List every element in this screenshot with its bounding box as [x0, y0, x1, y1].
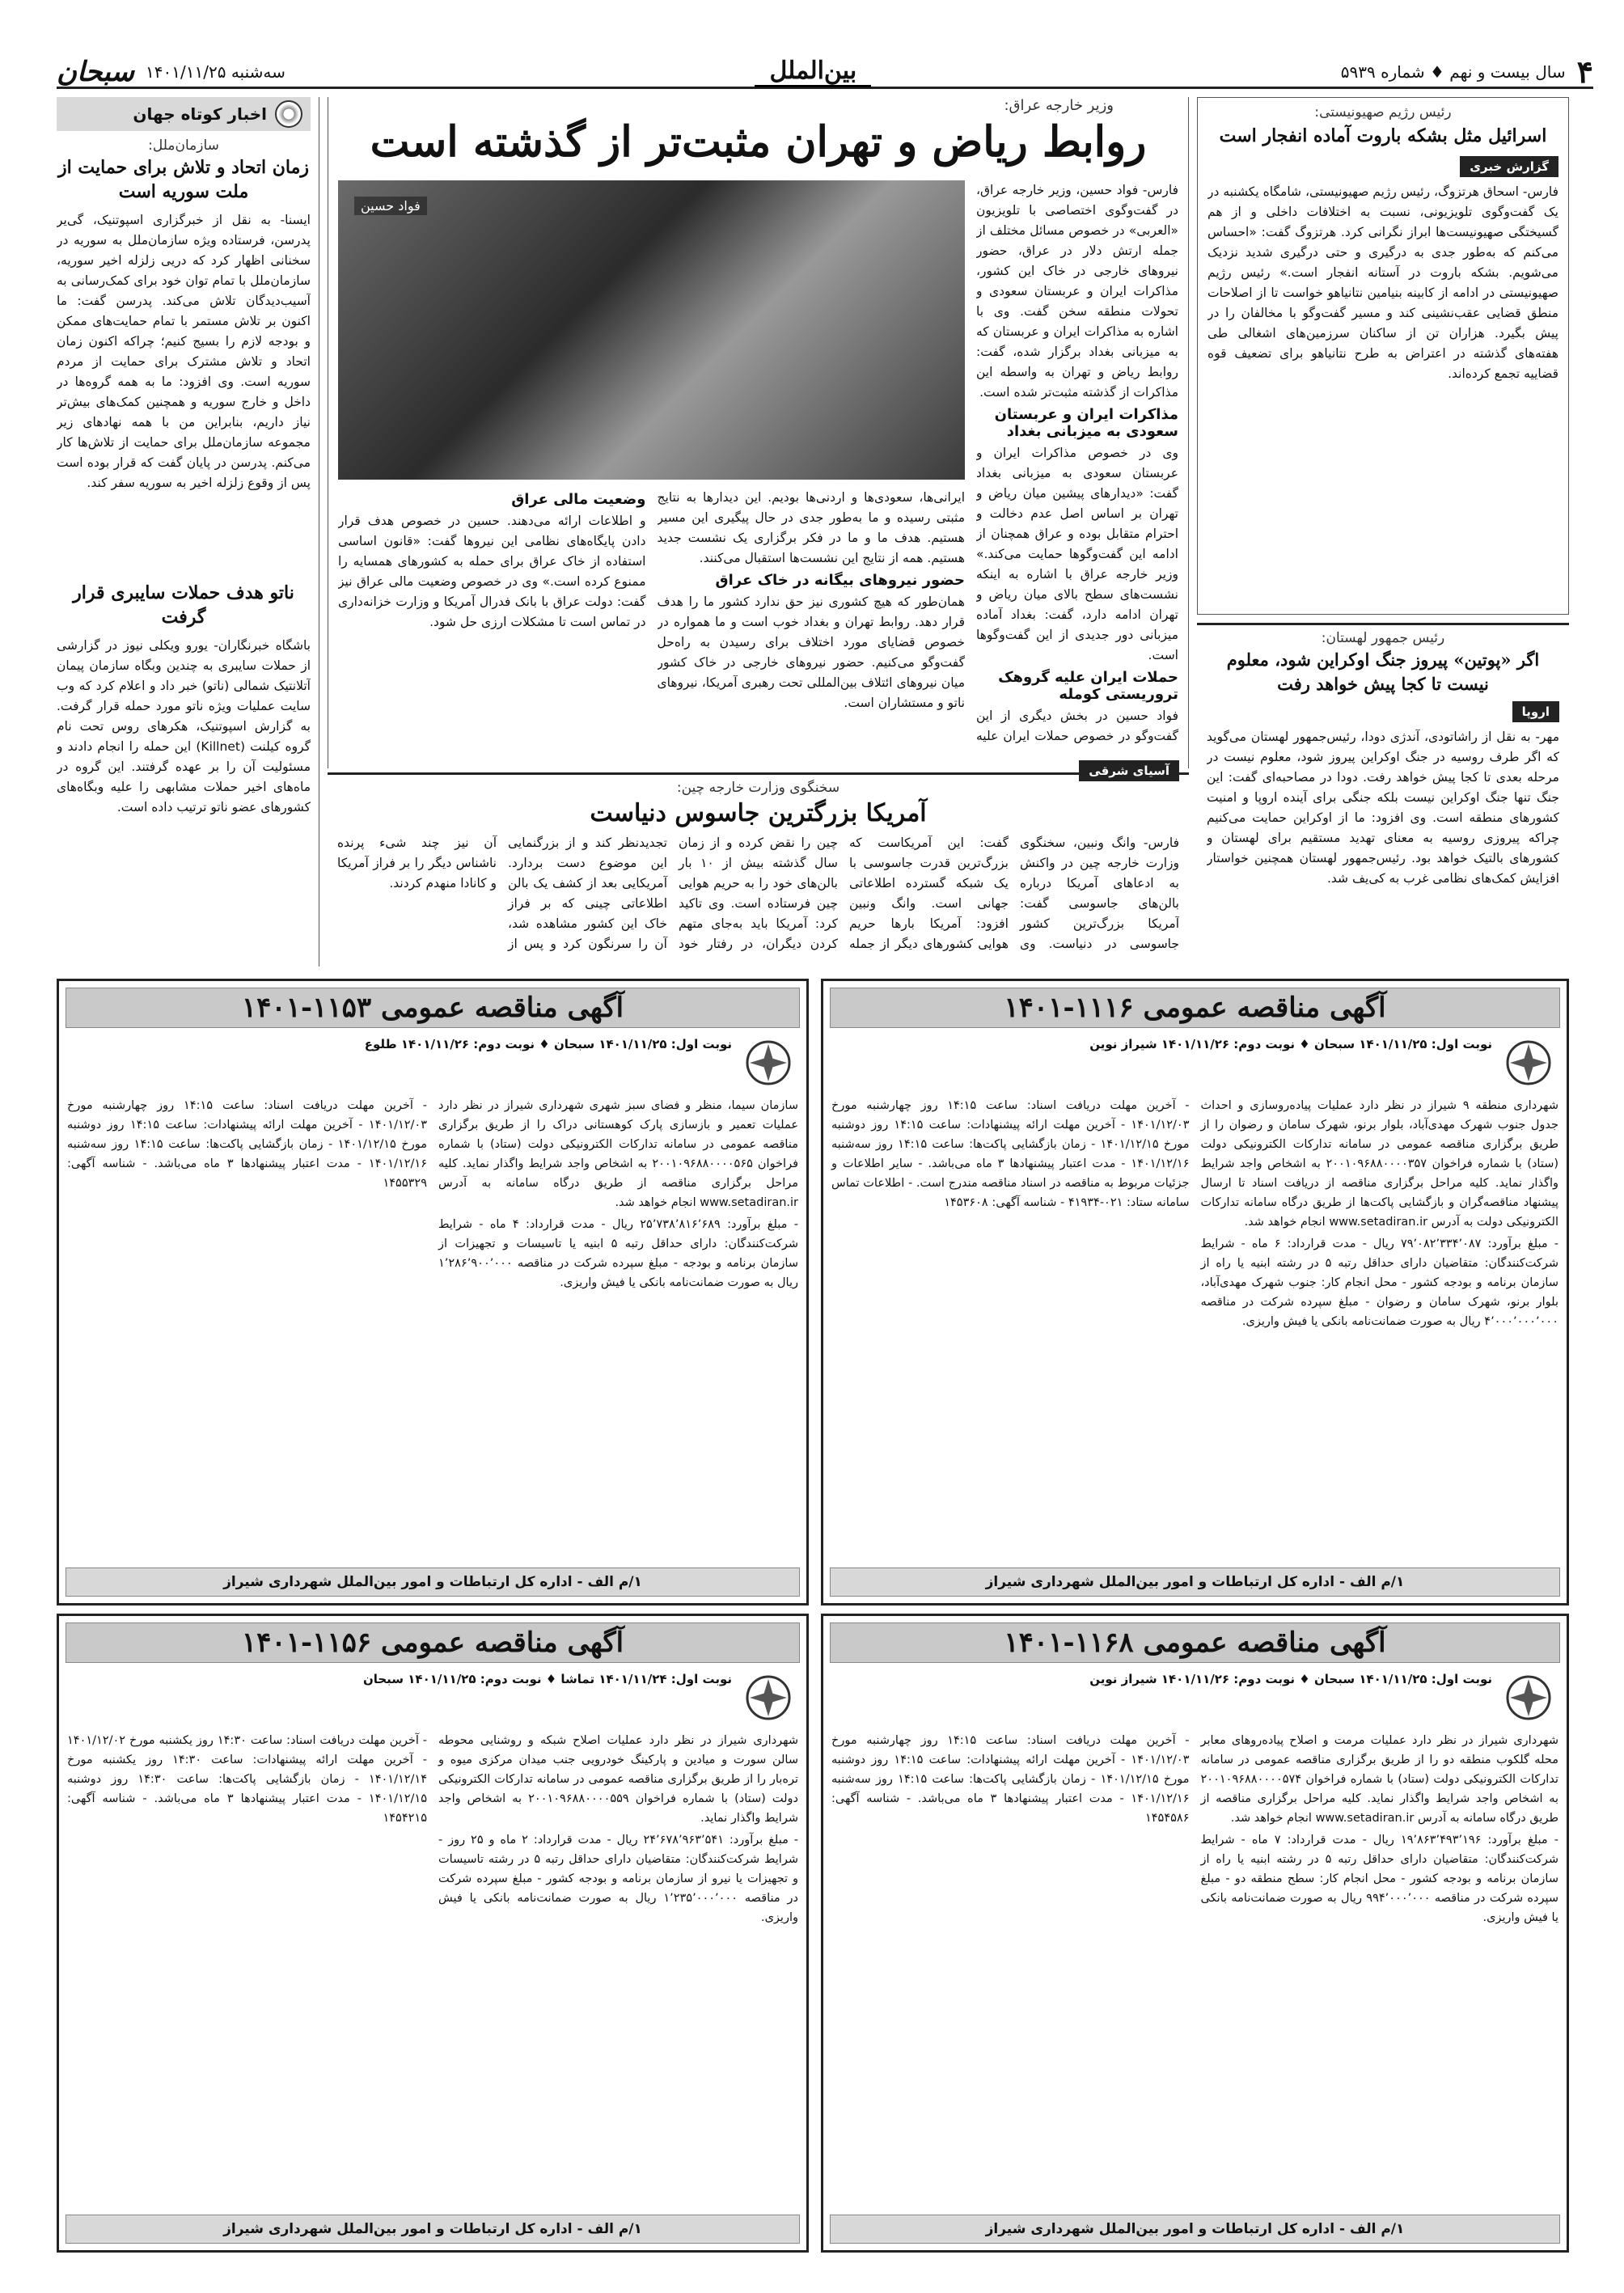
main-col5: همان‌طور که هیچ کشوری نیز حق ندارد کشور ما را هدف قرار دهد. روابط تهران و بغداد خوب است و ما همواره در خصوص قضایای مورد اختلاف برای رسیدن به راه‌حل گفت‌وگو می‌کنیم. حضور نیروهای خارجی در خاک کشور میان نیروهای ائتلاف بین‌المللی تحت رهبری آمریکا، نیروهای ناتو و مستشاران است. — [657, 594, 965, 710]
report-tag: گزارش خبری — [1460, 156, 1558, 177]
globe-icon — [275, 100, 302, 128]
main-col6: و اطلاعات ارائه می‌دهند. حسین در خصوص هدف قرار دادن پایگاه‌های نظامی این نیروها گفت: «قانون اساسی استفاده از خاک عراق برای حمله به کشورهای همسایه را ممنوع کرده است.» وی در خصوص وضعیت مالی عراق نیز گفت: دولت عراق با بانک فدرال آمریکا و وزارت خزانه‌داری در تماس است تا مشکلات ارزی حل شود. — [338, 514, 646, 629]
china-body: فارس- وانگ ونبین، سخنگوی وزارت خارجه چین در واکنش به ادعاهای آمریکا درباره بالن‌های جاسوسی گفت: آمریکا بزرگ‌ترین کشور جاسوسی در دنیاست. وی گفت: این آمریکاست که بزرگ‌ترین قدرت جاسوسی با یک شبکه گسترده اطلاعاتی جهانی است. وانگ ونبین افزود: آمریکا بارها حریم هوایی کشورهای دیگر از جمله چین را نقض کرده و از زمان سال گذشته بیش از ۱۰ بار بالن‌های خود را به حریم هوایی چین فرستاده است. وی تاکید کرد: آمریکا باید به‌جای متهم کردن دیگران، در رفتار خود تجدیدنظر کند و از بزرگنمایی این موضوع دست بردارد. آمریکایی بعد از کشف یک بالن اطلاعاتی چینی که بر فراز خاک این کشور مشاهده شد، آن را سرنگون کرد و پس از آن نیز چند شیء پرنده ناشناس دیگر را بر فراز آمریکا و کانادا منهدم کردند. — [337, 836, 1179, 951]
photo-caption: فواد حسین — [354, 197, 427, 215]
shiraz-municipality-logo — [1500, 1669, 1557, 1726]
israel-headline: اسرائیل مثل بشکه باروت آماده انفجار است — [1219, 125, 1547, 146]
main-kicker: وزیر خارجه عراق: — [1004, 97, 1114, 114]
brief1-kicker: سازمان‌ملل: — [148, 137, 219, 154]
ad4-title: آگهی مناقصه عمومی ۱۱۵۶-۱۴۰۱ — [66, 1622, 800, 1663]
ad4-body2: - مبلغ برآورد: ۲۴٬۶۷۸٬۹۶۳٬۵۴۱ ریال - مدت قرارداد: ۲ ماه و ۲۵ روز - شرایط شرکت‌کنندگان: متقاضیان دارای حداقل رتبه ۵ در رشته تاسیسات و تجهیزات یا نیرو از سازمان برنامه و بودجه کشور - مبلغ سپرده شرکت در مناقصه ۱٬۲۳۵٬۰۰۰٬۰۰۰ ریال به صورت ضمانت‌نامه بانکی یا فیش واریزی. — [438, 1834, 798, 1924]
main-sub2: حملات ایران علیه گروهک تروریستی کومله — [998, 669, 1178, 703]
ad1-footer: ۱/م الف - اداره کل ارتباطات و امور بین‌الملل شهرداری شیراز — [830, 1567, 1560, 1597]
shiraz-municipality-logo — [740, 1669, 797, 1726]
poland-body: مهر- به نقل از راشاتودی، آندژی دودا، رئیس‌جمهور لهستان می‌گوید که اگر طرف روسیه در جنگ اوکراین پیروز شود، معلوم نیست در مرحله بعدی تا کجا پیش خواهد رفت. دودا در مصاحبه‌ای گفت: این جنگ تنها جنگ اوکراین نیست بلکه جنگی برای آینده اروپا و امنیت کشورهای منطقه است. وی افزود: ما از اوکراین حمایت می‌کنیم چراکه پیروزی روسیه به معنای تهدید مستقیم برای لهستان و کشورهای بالتیک خواهد بود. رئیس‌جمهور لهستان همچنین خواستار افزایش کمک‌های نظامی غرب به کی‌یف شد. — [1207, 730, 1559, 886]
ad2-dates: نوبت اول: ۱۴۰۱/۱۱/۲۵ سبحان ♦ نوبت دوم: ۱۴۰۱/۱۱/۲۶ طلوع — [364, 1037, 732, 1051]
ad4-body1: شهرداری شیراز در نظر دارد عملیات اصلاح شبکه و روشنایی محوطه سالن سورت و میادین و پارکینگ خودرویی جنب میدان مرکزی میوه و تره‌بار را از طریق برگزاری مناقصه عمومی در سامانه تدارکات الکترونیکی دولت (ستاد) با شماره فراخوان ۲۰۰۱۰۹۶۸۸۰۰۰۰۵۵۹ به اشخاص واجد شرایط واگذار نماید. — [438, 1734, 798, 1825]
issue-info: سال بیست و نهم ♦ شماره ۵۹۳۹ — [1340, 61, 1566, 82]
main-headline: روابط ریاض و تهران مثبت‌تر از گذشته است — [370, 117, 1147, 167]
newspaper-logo: سبحان — [57, 55, 135, 88]
china-article — [328, 764, 1189, 967]
tender-ad-1168 — [821, 1614, 1569, 2253]
brief-news-header: اخبار کوتاه جهان — [57, 97, 311, 131]
tender-ad-1153 — [57, 979, 809, 1606]
brief2-body: باشگاه خبرنگاران- یورو ویکلی نیوز در گزارشی از حملات سایبری به چندین وبگاه سازمان پیمان آتلانتیک شمالی (ناتو) خبر داد و اعلام کرد که وب سایت عملیات ویژه ناتو مورد حمله قرار گرفت. به گزارش اسپوتنیک، هکرهای روس تحت نام گروه کیلنت (Killnet) این حمله را انجام دادند و مسئولیت آن را بر عهده گرفتند. این گروه در ماه‌های اخیر حملات مشابهی را علیه وبگاه‌های کشورهای عضو ناتو ترتیب داده است. — [57, 638, 311, 814]
ad2-body1: سازمان سیما، منظر و فضای سبز شهری شهرداری شیراز در نظر دارد عملیات تعمیر و بازسازی پارک کوهستانی دراک را از طریق برگزاری مناقصه عمومی در سامانه تدارکات الکترونیکی دولت (ستاد) با شماره فراخوان ۲۰۰۱۰۹۶۸۸۰۰۰۰۵۶۵ به اشخاص واجد شرایط واگذار نماید. کلیه مراحل برگزاری مناقصه از طریق درگاه سامانه به آدرس www.setadiran.ir انجام خواهد شد. — [438, 1099, 798, 1209]
section-title: بین‌الملل — [755, 57, 871, 87]
issue-date: سه‌شنبه ۱۴۰۱/۱۱/۲۵ — [146, 61, 285, 82]
brief2-headline: ناتو هدف حملات سایبری قرار گرفت — [73, 582, 294, 628]
brief1-body: ایسنا- به نقل از خبرگزاری اسپوتنیک، گی‌یر پدرسن، فرستاده ویژه سازمان‌ملل به سوریه در سخنانی اظهار کرد که دریی زلزله اخیر سوریه، سازمان‌ملل با تمام توان خود برای کمک‌رسانی به آسیب‌دیدگان تلاش می‌کند. پدرسن گفت: ما اکنون بر تلاش مستمر با تمام حمایت‌های ممکن و بودجه لازم را بسیج کنیم؛ چراکه اکنون زمان اتحاد و تلاش مشترک برای حمایت از مردم سوریه است. وی افزود: ما به همه گروه‌ها در داخل و خارج سوریه و همچنین کمک‌های بیش‌تر نیاز داریم، بنابراین من با همه نهادهای زیر مجموعه سازمان‌ملل برای حمایت از تلاش‌ها کار می‌کنم. پدرسن در پایان گفت که قرار بوده است پس از وقوع زلزله اخیر به سوریه سفر کند. — [57, 213, 311, 490]
ad4-dates: نوبت اول: ۱۴۰۱/۱۱/۲۴ تماشا ♦ نوبت دوم: ۱۴۰۱/۱۱/۲۵ سبحان — [362, 1672, 732, 1686]
main-sub4: وضعیت مالی عراق — [511, 491, 646, 508]
page-header — [57, 53, 1593, 90]
tender-ad-1116 — [821, 979, 1569, 1606]
ad2-body2: - مبلغ برآورد: ۲۵٬۷۳۸٬۸۱۶٬۶۸۹ ریال - مدت قرارداد: ۴ ماه - شرایط شرکت‌کنندگان: دارای حداقل رتبه ۵ ابنیه یا تاسیسات و تجهیزات از سازمان برنامه و بودجه - مبلغ سپرده شرکت در مناقصه ۱٬۲۸۶٬۹۰۰٬۰۰۰ ریال به صورت ضمانت‌نامه بانکی یا فیش واریزی. — [438, 1218, 798, 1289]
ad2-title: آگهی مناقصه عمومی ۱۱۵۳-۱۴۰۱ — [66, 988, 800, 1028]
tender-ad-1156 — [57, 1614, 809, 2253]
israel-body: فارس- اسحاق هرتزوگ، رئیس رژیم صهیونیستی، شامگاه یکشنبه در یک گفت‌وگوی تلویزیونی، نسبت به اختلافات داخلی و از هم گسیختگی صهیونیست‌ها ابراز نگرانی کرد. هرتزوگ گفت: «احساس می‌کنم که به‌طور جدی به درگیری و حتی درگیری شدید نزدیک می‌شویم. بشکه باروت در آستانه انفجار است.» رئیس رژیم صهیونیستی در ادامه از کابینه بنیامین نتانیاهو خواست تا از اصلاحات منطق قضایی عقب‌نشینی کند و مسیر گفت‌وگو با مخالفان را در پیش بگیرد. هزاران تن از ساکنان سرزمین‌های اشغالی طی هفته‌های گذشته در اعتراض به طرح نتانیاهو برای تضعیف قوه قضاییه تجمع کرده‌اند. — [1207, 184, 1558, 381]
ad1-body3: - آخرین مهلت دریافت اسناد: ساعت ۱۴:۱۵ روز چهارشنبه مورخ ۱۴۰۱/۱۲/۰۳ - آخرین مهلت ارائه پیشنهادات: ساعت ۱۴:۱۵ روز دوشنبه مورخ ۱۴۰۱/۱۲/۱۵ - زمان بازگشایی پاکت‌ها: ساعت ۱۴:۱۵ روز سه‌شنبه ۱۴۰۱/۱۲/۱۶ - مدت اعتبار پیشنهادها ۳ ماه می‌باشد. - سایر اطلاعات و جزئیات مربوط به مناقصه در اسناد مناقصه مندرج است. - اطلاعات تماس سامانه ستاد: ۰۲۱-۴۱۹۳۴ - شناسه آگهی: ۱۴۵۳۶۰۸ — [831, 1099, 1190, 1209]
ad3-body3: - آخرین مهلت دریافت اسناد: ساعت ۱۴:۱۵ روز چهارشنبه مورخ ۱۴۰۱/۱۲/۰۳ - آخرین مهلت ارائه پیشنهادات: ساعت ۱۴:۱۵ روز دوشنبه مورخ ۱۴۰۱/۱۲/۱۵ - زمان بازگشایی پاکت‌ها: ساعت ۱۴:۱۵ روز سه‌شنبه ۱۴۰۱/۱۲/۱۶ - مدت اعتبار پیشنهادها ۳ ماه می‌باشد. - شناسه آگهی: ۱۴۵۴۵۸۶ — [831, 1734, 1190, 1825]
shiraz-municipality-logo — [740, 1034, 797, 1091]
poland-headline: اگر «پوتین» پیروز جنگ اوکراین شود، معلوم نیست تا کجا پیش خواهد رفت — [1226, 649, 1540, 694]
main-col1: فارس- فواد حسین، وزیر خارجه عراق، در گفت‌وگوی اختصاصی با تلویزیون «العربی» در خصوص مسائل مختلف از جمله ارتش دلار در عراق، حضور نیروهای خارجی در خاک این کشور، مذاکرات ایران و عربستان سعودی و تحولات منطقه سخن گفت. وی با اشاره به مذاکرات ایران و عربستان که به میزبانی بغداد برگزار شده، گفت: روابط ریاض و تهران به واسطه این مذاکرات از گذشته مثبت‌تر شده است. — [976, 183, 1178, 400]
ad1-title: آگهی مناقصه عمومی ۱۱۱۶-۱۴۰۱ — [830, 988, 1560, 1028]
main-article — [328, 97, 1189, 768]
ad1-body1: شهرداری منطقه ۹ شیراز در نظر دارد عملیات پیاده‌روسازی و احداث جدول جنوب شهرک مهدی‌آباد، بلوار برنو، شهرک سامان و رضوان را از طریق برگزاری مناقصه عمومی در سامانه تدارکات الکترونیکی دولت (ستاد) با شماره فراخوان ۲۰۰۱۰۹۶۸۸۰۰۰۰۳۵۷ به اشخاص واجد شرایط واگذار نماید. کلیه مراحل برگزاری مناقصه از دریافت اسناد تا ارسال پیشنهاد مناقصه‌گران و بازگشایی پاکت‌ها از طریق درگاه سامانه تدارکات الکترونیکی دولت به آدرس www.setadiran.ir انجام خواهد شد. — [1200, 1099, 1558, 1229]
brief-news-column — [57, 97, 319, 967]
brief1-headline: زمان اتحاد و تلاش برای حمایت از ملت سوریه است — [58, 157, 309, 202]
ad3-dates: نوبت اول: ۱۴۰۱/۱۱/۲۵ سبحان ♦ نوبت دوم: ۱۴۰۱/۱۱/۲۶ شیراز نوین — [1089, 1672, 1492, 1686]
main-col4: ایرانی‌ها، سعودی‌ها و اردنی‌ها بودیم. این دیدارها به نتایج مثبتی رسیده و ما به‌طور جدی در حال پیگیری این مسیر هستیم. هدف ما و ما در فکر برگزاری یک نشست جدید هستیم. همه از نتایج این نشست‌ها استقبال می‌کنند. — [657, 490, 965, 565]
ad3-body2: - مبلغ برآورد: ۱۹٬۸۶۳٬۴۹۳٬۱۹۶ ریال - مدت قرارداد: ۷ ماه - شرایط شرکت‌کنندگان: متقاضیان دارای حداقل رتبه ۵ در رشته ابنیه یا راه از سازمان برنامه و بودجه کشور - محل انجام کار: سطح منطقه دو - مبلغ سپرده شرکت در مناقصه ۹۹۴٬۰۰۰٬۰۰۰ ریال به صورت ضمانت‌نامه بانکی یا فیش واریزی. — [1200, 1834, 1559, 1924]
europe-tag: اروپا — [1512, 701, 1559, 722]
main-sub1: مذاکرات ایران و عربستان سعودی به میزبانی بغداد — [994, 406, 1178, 440]
main-col3: فواد حسین در بخش دیگری از این گفت‌وگو در خصوص حملات ایران علیه — [976, 709, 1178, 743]
ad2-footer: ۱/م الف - اداره کل ارتباطات و امور بین‌الملل شهرداری شیراز — [66, 1567, 800, 1597]
shiraz-municipality-logo — [1500, 1034, 1557, 1091]
poland-kicker: رئیس جمهور لهستان: — [1321, 630, 1445, 646]
main-photo — [338, 180, 965, 480]
page-number: ۴ — [1576, 53, 1593, 90]
israel-news-box — [1197, 97, 1569, 615]
china-headline: آمریکا بزرگترین جاسوس دنیاست — [590, 799, 927, 827]
main-sub3: حضور نیروهای بیگانه در خاک عراق — [715, 572, 965, 589]
poland-news-box — [1197, 623, 1569, 967]
ad4-body3: - آخرین مهلت دریافت اسناد: ساعت ۱۴:۳۰ روز یکشنبه مورخ ۱۴۰۱/۱۲/۰۲ - آخرین مهلت ارائه پیشنهادات: ساعت ۱۴:۳۰ روز یکشنبه مورخ ۱۴۰۱/۱۲/۱۴ - زمان بازگشایی پاکت‌ها: ساعت ۱۴:۳۰ روز دوشنبه ۱۴۰۱/۱۲/۱۵ - مدت اعتبار پیشنهادها ۳ ماه می‌باشد. - شناسه آگهی: ۱۴۵۴۲۱۵ — [67, 1734, 428, 1825]
ad3-title: آگهی مناقصه عمومی ۱۱۶۸-۱۴۰۱ — [830, 1622, 1560, 1663]
ad3-body1: شهرداری شیراز در نظر دارد عملیات مرمت و اصلاح پیاده‌روهای معابر محله گلکوب منطقه دو را از طریق برگزاری مناقصه عمومی در سامانه تدارکات الکترونیکی دولت (ستاد) با شماره فراخوان ۲۰۰۱۰۹۶۸۸۰۰۰۰۵۷۴ به اشخاص واجد شرایط واگذار نماید. کلیه مراحل برگزاری مناقصه از طریق درگاه سامانه به آدرس www.setadiran.ir انجام خواهد شد. — [1200, 1734, 1558, 1825]
ad4-footer: ۱/م الف - اداره کل ارتباطات و امور بین‌الملل شهرداری شیراز — [66, 2215, 800, 2244]
ad2-body3: - آخرین مهلت دریافت اسناد: ساعت ۱۴:۱۵ روز چهارشنبه مورخ ۱۴۰۱/۱۲/۰۳ - آخرین مهلت ارائه پیشنهادات: ساعت ۱۴:۱۵ روز دوشنبه مورخ ۱۴۰۱/۱۲/۱۵ - زمان بازگشایی پاکت‌ها: ساعت ۱۴:۱۵ روز سه‌شنبه ۱۴۰۱/۱۲/۱۶ - مدت اعتبار پیشنهادها ۳ ماه می‌باشد. - شناسه آگهی: ۱۴۵۵۳۲۹ — [67, 1099, 427, 1190]
ad3-footer: ۱/م الف - اداره کل ارتباطات و امور بین‌الملل شهرداری شیراز — [830, 2215, 1560, 2244]
east-asia-tag: آسیای شرقی — [1079, 760, 1179, 781]
china-kicker: سخنگوی وزارت خارجه چین: — [676, 780, 840, 796]
ad1-dates: نوبت اول: ۱۴۰۱/۱۱/۲۵ سبحان ♦ نوبت دوم: ۱۴۰۱/۱۱/۲۶ شیراز نوین — [1089, 1037, 1492, 1051]
israel-kicker: رئیس رژیم صهیونیستی: — [1314, 104, 1452, 121]
ad1-body2: - مبلغ برآورد: ۷۹٬۰۸۲٬۳۳۴٬۰۸۷ ریال - مدت قرارداد: ۶ ماه - شرایط شرکت‌کنندگان: متقاضیان دارای حداقل رتبه ۵ در رشته ابنیه یا راه از سازمان برنامه و بودجه کشور - محل انجام کار: جنوب شهرک مهدی‌آباد، بلوار برنو، شهرک سامان و رضوان - مبلغ سپرده شرکت در مناقصه ۴٬۰۰۰٬۰۰۰٬۰۰۰ ریال به صورت ضمانت‌نامه بانکی یا فیش واریزی. — [1200, 1237, 1559, 1328]
main-col2: وی در خصوص مذاکرات ایران و عربستان سعودی به میزبانی بغداد گفت: «دیدارهای پیشین میان ریاض و تهران بر اساس اصل عدم دخالت و احترام متقابل بوده و عراق همچنان از ادامه این گفت‌وگوها حمایت می‌کند.» وزیر خارجه عراق با اشاره به اینکه نشست‌های سطح بالای میان ریاض و تهران ادامه دارد، گفت: بغداد آماده میزبانی دور جدیدی از این گفت‌وگوها است. — [976, 446, 1178, 662]
